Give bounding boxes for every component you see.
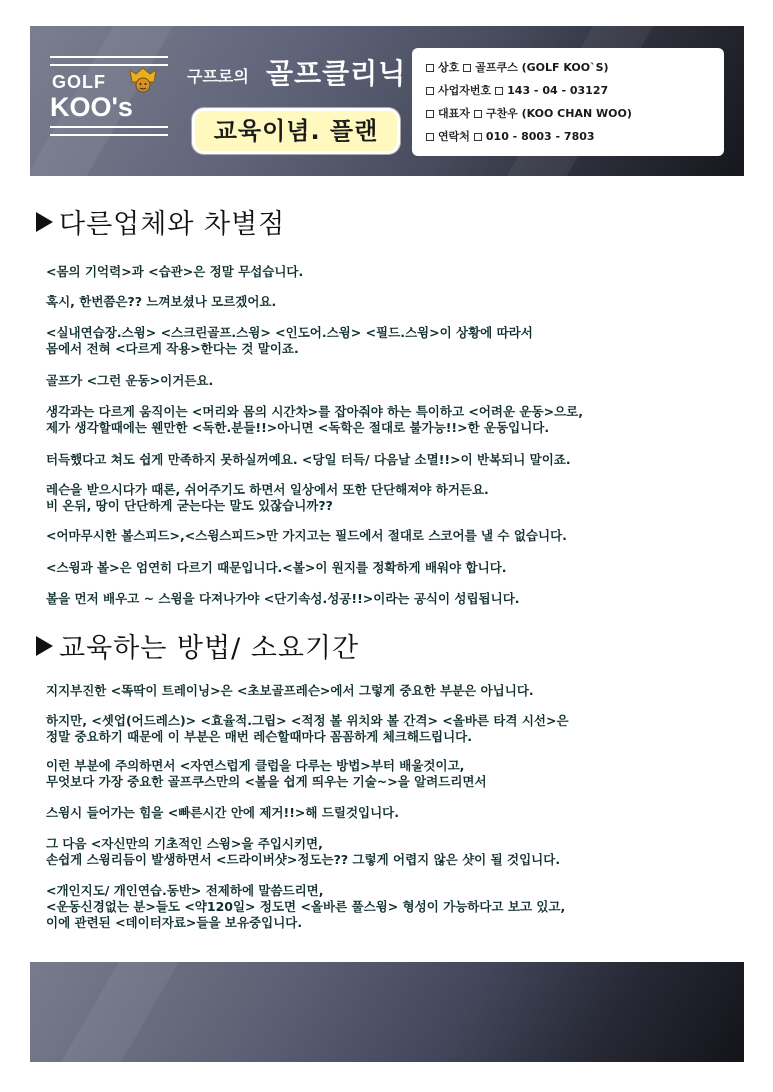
paragraph-line: 정말 중요하기 때문에 이 부분은 매번 레슨할때마다 꼼꼼하게 체크해드립니다. [46,729,472,744]
paragraph-line: 생각과는 다르게 움직이는 <머리와 몸의 시간차>를 잡아줘야 하는 특이하고 <어려운 운동>으로, [46,404,583,419]
paragraph [46,591,736,607]
bullet-square-icon [426,133,434,141]
paragraph [46,373,736,389]
bullet-square-icon [474,133,482,141]
paragraph-line: 비 온뒤, 땅이 단단하게 굳는다는 말도 있잖습니까?? [46,498,333,513]
paragraph [46,325,736,357]
paragraph-line: <어마무시한 볼스피드>,<스윙스피드>만 가지고는 필드에서 절대로 스코어를 낼 수 없습니다. [46,528,567,543]
logo-rule-bottom [50,126,168,136]
info-value: 골프쿠스 (GOLF KOO`S) [475,61,609,74]
paragraph-line: 이에 관련된 <데이터자료>들을 보유중입니다. [46,915,303,930]
business-info-box [412,48,724,156]
paragraph-line: <스윙과 볼>은 엄연히 다르기 때문입니다.<볼>이 원지를 정확하게 배워야 합니다. [46,560,507,575]
paragraph-line: 하지만, <셋업(어드레스)> <효율적.그립> <적정 볼 위치와 볼 간격> <올바른 타격 시선>은 [46,713,569,728]
triangle-bullet-icon [36,636,53,656]
info-label: 상호 [438,61,460,74]
logo-text-top: GOLF [52,72,106,92]
banner-stripe [61,962,179,1062]
paragraph-line: 스윙시 들어가는 힘을 <빠른시간 안에 제거!!>해 드릴것입니다. [46,805,400,820]
footer-banner [30,962,744,1062]
paragraph [46,482,736,514]
info-value: 010 - 8003 - 7803 [485,130,595,143]
golf-koos-logo [50,56,170,132]
info-label: 연락처 [438,130,470,143]
paragraph-line: <몸의 기억력>과 <습관>은 정말 무섭습니다. [46,264,304,279]
header-banner [30,26,744,176]
paragraph [46,452,736,468]
paragraph-line: 혹시, 한번쯤은?? 느껴보셨나 모르겠어요. [46,294,277,309]
paragraph-line: 무엇보다 가장 중요한 골프쿠스만의 <볼을 쉽게 띄우는 기술~>을 알려드리면서 [46,774,487,789]
paragraph-line: <실내연습장.스윙> <스크린골프.스윙> <인도어.스윙> <필드.스윙>이 상황에 따라서 [46,325,533,340]
paragraph [46,683,736,699]
bullet-square-icon [426,87,434,95]
paragraph [46,883,736,931]
paragraph-line: 골프가 <그런 운동>이거든요. [46,373,214,388]
paragraph [46,404,736,436]
paragraph [46,805,736,821]
lion-crest-icon [126,66,160,94]
paragraph-line: 몸에서 전혀 <다르게 작용>한다는 것 말이죠. [46,341,299,356]
section-title-differentiators [36,202,285,241]
paragraph [46,264,736,280]
education-plan-badge: 교육이념. 플랜 [192,108,400,154]
triangle-bullet-icon [36,212,53,232]
logo-text-bottom: KOO's [50,92,133,122]
info-value: 구찬우 (KOO CHAN WOO) [485,107,632,120]
paragraph-line: 지지부진한 <똑딱이 트레이닝>은 <초보골프레슨>에서 그렇게 중요한 부분은 아닙니다. [46,683,534,698]
paragraph-line: 이런 부분에 주의하면서 <자연스럽게 클럽을 다루는 방법>부터 배울것이고, [46,758,465,773]
section-title-text: 교육하는 방법/ 소요기간 [59,633,360,664]
info-label: 대표자 [438,107,470,120]
paragraph-line: 볼을 먼저 배우고 ~ 스윙을 다져나가야 <단기속성.성공!!>이라는 공식이 성립됩니다. [46,591,520,606]
paragraph-line: 레슨을 받으시다가 때론, 쉬어주기도 하면서 일상에서 또한 단단해져야 하거든요. [46,482,489,497]
info-row-representative [426,102,710,125]
info-row-name [426,56,710,79]
section-title-text: 다른업체와 차별점 [59,209,286,240]
bullet-square-icon [474,110,482,118]
bullet-square-icon [463,64,471,72]
bullet-square-icon [426,64,434,72]
logo-rule-top [50,56,168,66]
paragraph [46,528,736,544]
bullet-square-icon [426,110,434,118]
info-row-registration [426,79,710,102]
paragraph-line: 손쉽게 스윙리듬이 발생하면서 <드라이버샷>정도는?? 그렇게 어렵지 않은 샷이 될 것입니다. [46,852,561,867]
paragraph-line: 터득했다고 쳐도 쉽게 만족하지 못하실꺼예요. <당일 터득/ 다음날 소멸!!>이 반복되니 말이죠. [46,452,571,467]
brand-title: 골프클리닉 [266,57,407,90]
info-label: 사업자번호 [438,84,492,97]
bullet-square-icon [495,87,503,95]
brand-subtitle: 구프로의 [187,67,249,86]
paragraph [46,713,736,745]
paragraph-line: 제가 생각할때에는 웬만한 <독한.분들!!>아니면 <독학은 절대로 불가능!!>한 운동입니다. [46,420,550,435]
paragraph-line: 그 다음 <자신만의 기초적인 스윙>을 주입시키면, [46,836,323,851]
section-title-method-duration [36,626,359,665]
paragraph [46,560,736,576]
paragraph-line: <운동신경없는 분>들도 <약120일> 정도면 <올바른 풀스윙> 형성이 가능하다고 보고 있고, [46,899,566,914]
info-row-contact [426,125,710,148]
paragraph [46,758,736,790]
paragraph [46,294,736,310]
info-value: 143 - 04 - 03127 [507,84,609,97]
paragraph-line: <개인지도/ 개인연습.동반> 전제하에 말씀드리면, [46,883,324,898]
paragraph [46,836,736,868]
